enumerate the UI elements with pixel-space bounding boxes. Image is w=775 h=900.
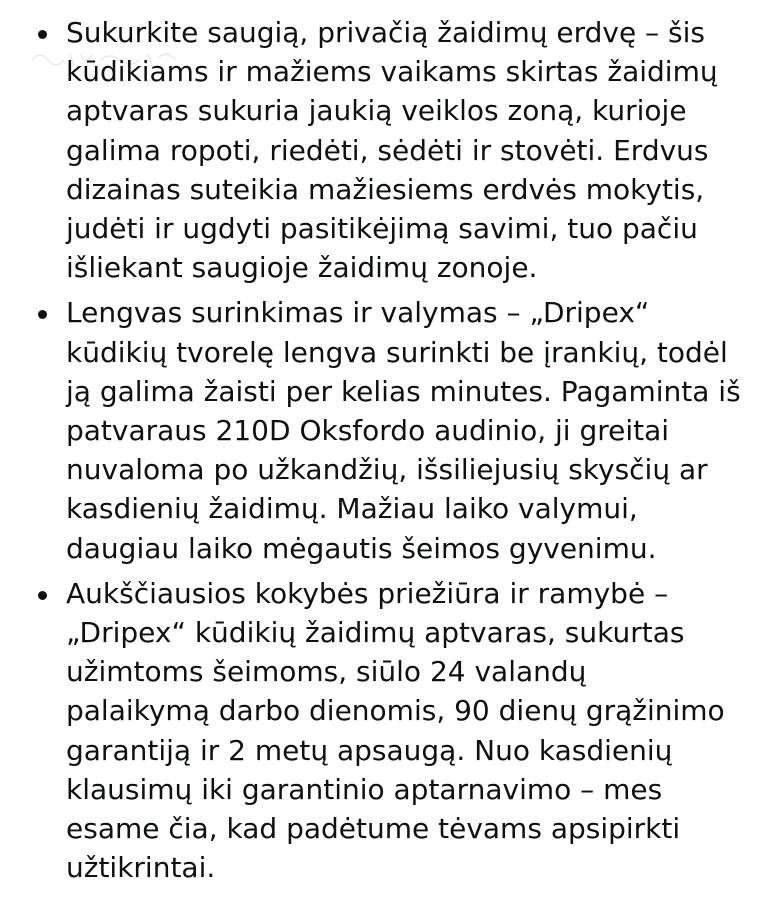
text-line: Sukurkite saugią, privačią žaidimų erdvę – šis	[66, 16, 705, 49]
feature-bullet-list	[0, 13, 775, 893]
text-line: Aukščiausios kokybės priežiūra ir ramybė –	[66, 576, 669, 610]
text-line: kasdienių žaidimų. Mažiau laiko valymui,	[66, 492, 638, 526]
text-line: ją galima žaisti per kelias minutes. Pagaminta iš	[66, 374, 741, 408]
text-line: „Dripex“ kūdikių žaidimų aptvaras, sukurtas	[66, 616, 685, 650]
text-line: patvaraus 210D Oksfordo audinio, ji greitai	[66, 414, 670, 448]
text-line: kūdikiams ir mažiems vaikams skirtas žaidimų	[66, 55, 718, 89]
text-line: Lengvas surinkimas ir valymas – „Dripex“	[66, 296, 650, 330]
list-item	[0, 13, 775, 287]
text-line: palaikymą darbo dienomis, 90 dienų grąžinimo	[66, 694, 725, 728]
text-line: esame čia, kad padėtume tėvams apsipirkti	[66, 812, 681, 846]
text-line: užtikrintai.	[66, 851, 216, 885]
text-line: nuvaloma po užkandžių, išsiliejusių skysčių ar	[66, 453, 708, 487]
text-line: judėti ir ugdyti pasitikėjimą savimi, tuo pačiu	[66, 212, 698, 246]
text-line: aptvaras sukuria jaukią veiklos zoną, kurioje	[66, 94, 687, 128]
text-line: išliekant saugioje žaidimų zonoje.	[66, 251, 538, 285]
text-line: kūdikių tvorelę lengva surinkti be įrankių, todėl	[66, 335, 728, 369]
bullet-icon	[38, 310, 47, 319]
text-line: klausimų iki garantinio aptarnavimo – mes	[66, 772, 663, 806]
list-item	[0, 293, 775, 567]
text-line: daugiau laiko mėgautis šeimos gyvenimu.	[66, 531, 657, 565]
bullet-icon	[38, 591, 47, 600]
text-line: užimtoms šeimoms, siūlo 24 valandų	[66, 655, 587, 689]
text-line: garantiją ir 2 metų apsaugą. Nuo kasdienių	[66, 733, 673, 767]
text-line: galima ropoti, riedėti, sėdėti ir stovėti. Erdvus	[66, 133, 709, 167]
bullet-icon	[38, 30, 47, 39]
text-line: dizainas suteikia mažiesiems erdvės mokytis,	[66, 172, 705, 206]
list-item	[0, 574, 775, 888]
